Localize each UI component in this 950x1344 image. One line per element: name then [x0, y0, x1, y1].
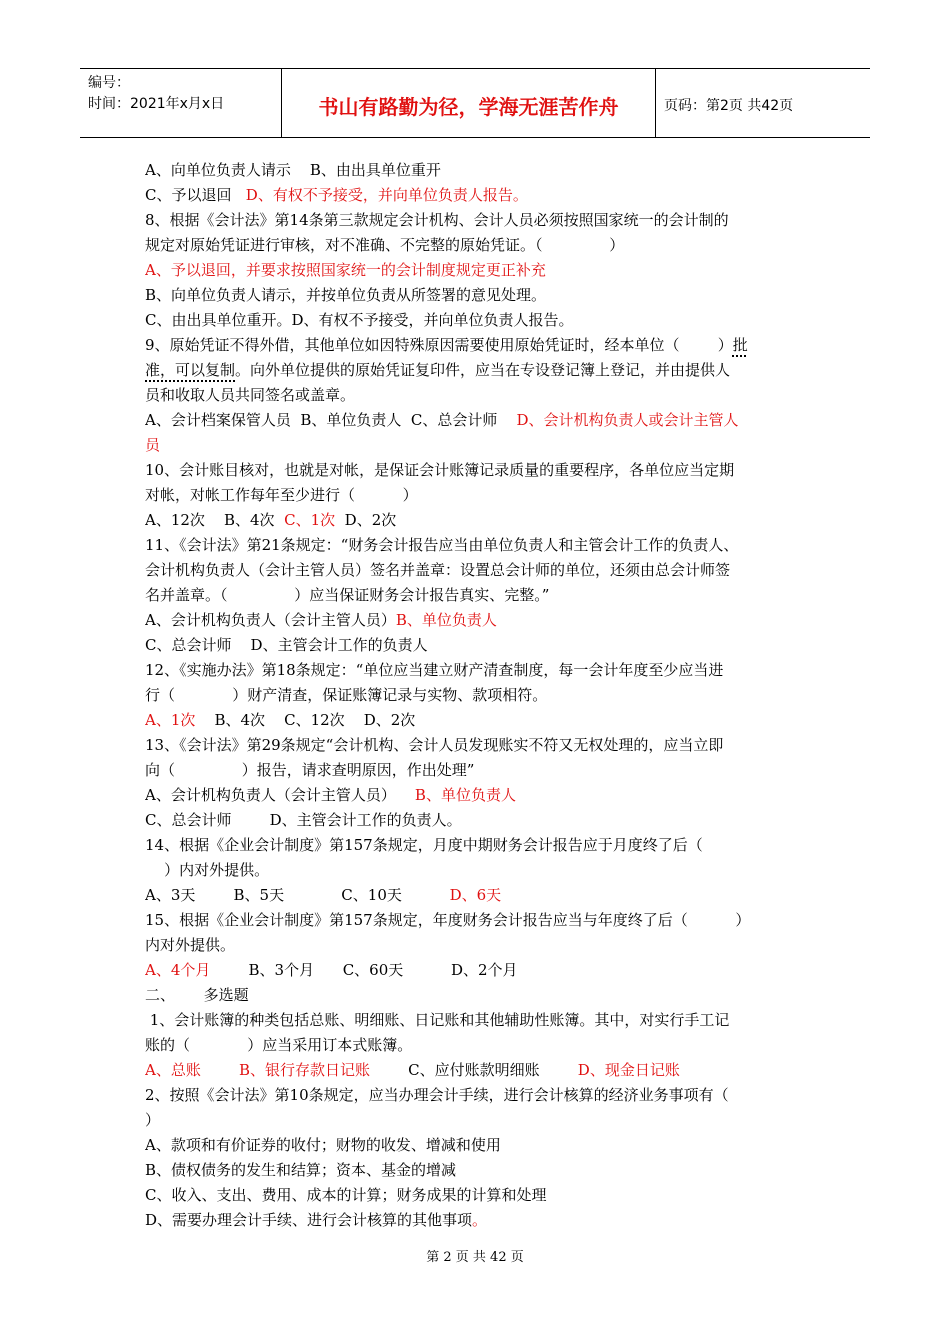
text-segment: C、由出具单位重开。D、有权不予接受，并向单位负责人报告。: [145, 311, 574, 329]
text-segment: 二、 多选题: [145, 986, 249, 1004]
document-date: 时间：2021年x月x日: [88, 96, 225, 112]
text-segment: B、向单位负责人请示，并按单位负责从所签署的意见处理。: [145, 286, 547, 304]
text-segment: A、会计档案保管人员 B、单位负责人 C、总会计师: [145, 411, 517, 429]
text-line: [145, 683, 810, 708]
text-line: [145, 733, 810, 758]
text-segment: B、3个月 C、60天 D、2个月: [210, 961, 518, 979]
answer-text: B、单位负责人: [414, 786, 516, 804]
text-line: [145, 283, 810, 308]
answer-text: A、予以退回，并要求按照国家统一的会计制度规定更正补充: [145, 261, 546, 279]
text-segment: A、12次 B、4次: [145, 511, 285, 529]
text-segment: 15、根据《企业会计制度》第157条规定，年度财务会计报告应当与年度终了后（ ）: [145, 911, 751, 929]
text-segment: A、款项和有价证券的收付；财物的收发、增减和使用: [145, 1136, 501, 1154]
text-line: [145, 433, 810, 458]
text-segment: A、向单位负责人请示 B、由出具单位重开: [145, 161, 441, 179]
text-line: [145, 233, 810, 258]
page-footer: 第 2 页 共 42 页: [426, 1250, 524, 1265]
text-line: [145, 258, 810, 283]
text-segment: 14、根据《企业会计制度》第157条规定，月度中期财务会计报告应于月度终了后（: [145, 836, 703, 854]
text-segment: 员和收取人员共同签名或盖章。: [145, 386, 356, 404]
text-line: [145, 858, 810, 883]
text-line: [145, 458, 810, 483]
answer-text: C、1次: [284, 511, 336, 529]
text-segment: 。向外单位提供的原始凭证复印件，应当在专设登记簿上登记，并由提供人: [235, 361, 731, 379]
text-segment: 9、原始凭证不得外借，其他单位如因特殊原因需要使用原始凭证时，经本单位（ ）: [145, 336, 733, 354]
text-segment: C、应付账款明细账: [370, 1061, 578, 1079]
text-line: [145, 208, 810, 233]
text-segment: 行（ ）财产清查，保证账簿记录与实物、款项相符。: [145, 686, 548, 704]
text-segment: 10、会计账目核对，也就是对帐，是保证会计账簿记录质量的重要程序，各单位应当定期: [145, 461, 735, 479]
text-line: [145, 558, 810, 583]
text-segment: ）: [145, 1111, 161, 1129]
text-segment: D、需要办理会计手续、进行会计核算的其他事项: [145, 1211, 473, 1229]
text-segment: C、总会计师 D、主管会计工作的负责人。: [145, 811, 462, 829]
text-line: [145, 1183, 810, 1208]
text-segment: 8、根据《会计法》第14条第三款规定会计机构、会计人员必须按照国家统一的会计制的: [145, 211, 729, 229]
text-line: [145, 1058, 810, 1083]
text-line: [145, 883, 810, 908]
header-meta: [80, 69, 282, 137]
text-line: [145, 1158, 810, 1183]
text-line: [145, 933, 810, 958]
text-segment: 12、《实施办法》第18条规定：“单位应当建立财产清查制度，每一会计年度至少应当进: [145, 661, 724, 679]
text-segment: C、予以退回: [145, 186, 246, 204]
text-line: [145, 908, 810, 933]
text-segment: 对帐，对帐工作每年至少进行（ ）: [145, 486, 418, 504]
text-line: [145, 1133, 810, 1158]
text-line: [145, 608, 810, 633]
text-segment: ）内对外提供。: [145, 861, 270, 879]
text-segment: C、总会计师 D、主管会计工作的负责人: [145, 636, 428, 654]
text-segment: 11、《会计法》第21条规定：“财务会计报告应当由单位负责人和主管会计工作的负责人、: [145, 536, 739, 554]
text-line: [145, 958, 810, 983]
page-header: [80, 68, 870, 138]
text-line: [145, 183, 810, 208]
text-line: [145, 633, 810, 658]
text-line: [145, 1108, 810, 1133]
text-segment: 名并盖章。（ ）应当保证财务会计报告真实、完整。”: [145, 586, 550, 604]
text-line: [145, 983, 810, 1008]
text-segment: 13、《会计法》第29条规定“会计机构、会计人员发现账实不符又无权处理的，应当立即: [145, 736, 724, 754]
text-line: [145, 158, 810, 183]
text-line: [145, 1208, 810, 1233]
text-line: [145, 308, 810, 333]
text-line: [145, 1033, 810, 1058]
answer-text: D、有权不予接受，并向单位负责人报告。: [245, 186, 528, 204]
text-segment: 准，可以复制: [145, 361, 236, 379]
text-segment: C、收入、支出、费用、成本的计算；财务成果的计算和处理: [145, 1186, 547, 1204]
answer-text: A、总账 B、银行存款日记账: [145, 1061, 371, 1079]
text-segment: A、3天 B、5天 C、10天: [145, 886, 450, 904]
answer-text: D、现金日记账: [577, 1061, 680, 1079]
text-line: [145, 358, 810, 383]
text-line: [145, 408, 810, 433]
text-segment: 会计机构负责人（会计主管人员）签名并盖章：设置总会计师的单位，还须由总会计师签: [145, 561, 731, 579]
text-segment: 批: [732, 336, 748, 354]
text-line: [145, 808, 810, 833]
answer-text: 。: [472, 1211, 488, 1229]
text-segment: D、2次: [335, 511, 397, 529]
text-segment: 1、会计账簿的种类包括总账、明细账、日记账和其他辅助性账簿。其中，对实行手工记: [145, 1011, 730, 1029]
text-line: [145, 1008, 810, 1033]
text-line: [145, 1083, 810, 1108]
text-segment: A、会计机构负责人（会计主管人员）: [145, 611, 396, 629]
answer-text: 员: [145, 436, 161, 454]
answer-text: A、1次: [145, 711, 196, 729]
text-segment: 内对外提供。: [145, 936, 236, 954]
text-segment: B、4次 C、12次 D、2次: [195, 711, 416, 729]
text-line: [145, 333, 810, 358]
answer-text: A、4个月: [145, 961, 211, 979]
header-motto: 书山有路勤为径，学海无涯苦作舟: [282, 69, 656, 137]
header-page-info: 页码：第2页 共42页: [664, 98, 794, 114]
text-line: [145, 508, 810, 533]
answer-text: D、6天: [449, 886, 502, 904]
document-body: [145, 158, 810, 1233]
answer-text: B、单位负责人: [395, 611, 497, 629]
text-segment: 账的（ ）应当采用订本式账簿。: [145, 1036, 413, 1054]
text-segment: B、债权债务的发生和结算；资本、基金的增减: [145, 1161, 457, 1179]
text-segment: 规定对原始凭证进行审核，对不准确、不完整的原始凭证。（ ）: [145, 236, 625, 254]
text-segment: 向（ ）报告，请求查明原因，作出处理”: [145, 761, 475, 779]
answer-text: D、会计机构负责人或会计主管人: [516, 411, 739, 429]
text-segment: A、会计机构负责人（会计主管人员）: [145, 786, 415, 804]
text-line: [145, 783, 810, 808]
document-number: 编号：: [88, 75, 130, 91]
text-line: [145, 533, 810, 558]
text-line: [145, 583, 810, 608]
text-line: [145, 483, 810, 508]
text-line: [145, 383, 810, 408]
text-line: [145, 833, 810, 858]
text-line: [145, 658, 810, 683]
text-line: [145, 758, 810, 783]
text-line: [145, 708, 810, 733]
text-segment: 2、按照《会计法》第10条规定，应当办理会计手续，进行会计核算的经济业务事项有（: [145, 1086, 729, 1104]
